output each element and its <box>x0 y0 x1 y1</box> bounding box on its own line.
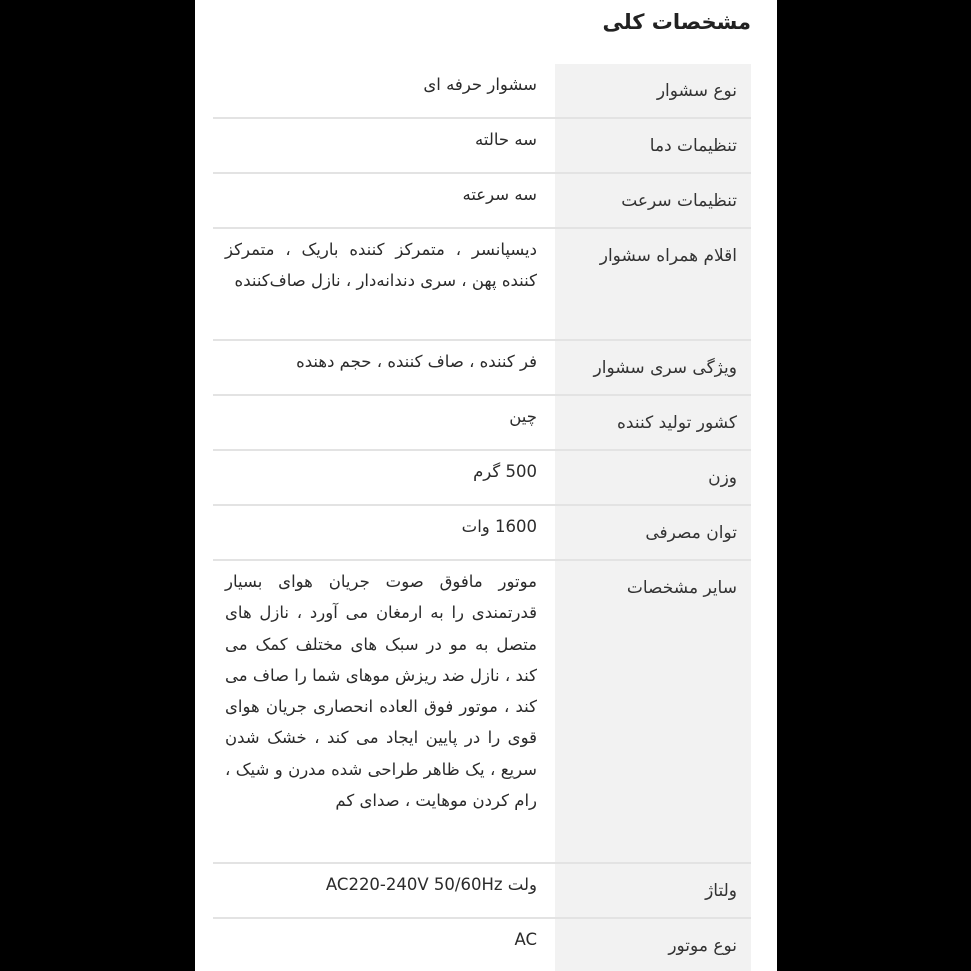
spec-key: اقلام همراه سشوار <box>555 229 751 339</box>
spec-value: 500 گرم <box>473 462 537 481</box>
spec-table <box>213 64 751 971</box>
spec-value: سه حالته <box>475 130 537 149</box>
spec-key: سایر مشخصات <box>555 561 751 862</box>
spec-row-power <box>213 506 751 561</box>
spec-row-country <box>213 396 751 451</box>
spec-value: 1600 وات <box>461 517 537 536</box>
spec-row-motor-type <box>213 919 751 971</box>
spec-row-accessories <box>213 229 751 341</box>
spec-row-voltage <box>213 864 751 919</box>
spec-value: AC <box>514 930 537 949</box>
spec-key: نوع سشوار <box>555 64 751 117</box>
spec-value: چین <box>509 407 537 426</box>
spec-row-series-features <box>213 341 751 396</box>
spec-row-weight <box>213 451 751 506</box>
spec-value: فر کننده ، صاف کننده ، حجم دهنده <box>296 352 537 371</box>
spec-value: دیسپانسر ، متمرکز کننده باریک ، متمرکز کننده پهن ، سری دندانه‌دار ، نازل صاف‌کننده <box>225 240 537 291</box>
spec-key: ولتاژ <box>555 864 751 917</box>
spec-key: نوع موتور <box>555 919 751 971</box>
spec-row-type <box>213 64 751 119</box>
spec-key: توان مصرفی <box>555 506 751 559</box>
spec-value: موتور مافوق صوت جریان هوای بسیار قدرتمندی را به ارمغان می آورد ، نازل های متصل به مو در سبک های مختلف کمک می کند ، نازل ضد ریزش موهای شما را صاف می کند ، موتور فوق العاده انحصاری جریان هوای قوی را در پایین ایجاد می کند ، خشک شدن سریع ، یک ظاهر طراحی شده مدرن و شیک ، رام کردن موهایت ، صدای کم <box>225 572 537 811</box>
spec-key: ویژگی سری سشوار <box>555 341 751 394</box>
spec-row-speed <box>213 174 751 229</box>
section-title: مشخصات کلی <box>602 10 751 34</box>
spec-row-other-specs <box>213 561 751 864</box>
spec-row-temperature <box>213 119 751 174</box>
spec-value: سه سرعته <box>462 185 537 204</box>
spec-value: ولت AC220-240V 50/60Hz <box>325 875 537 894</box>
spec-key: تنظیمات دما <box>555 119 751 172</box>
spec-card <box>195 0 777 971</box>
spec-key: کشور تولید کننده <box>555 396 751 449</box>
spec-key: تنظیمات سرعت <box>555 174 751 227</box>
spec-key: وزن <box>555 451 751 504</box>
spec-value: سشوار حرفه ای <box>423 75 537 94</box>
